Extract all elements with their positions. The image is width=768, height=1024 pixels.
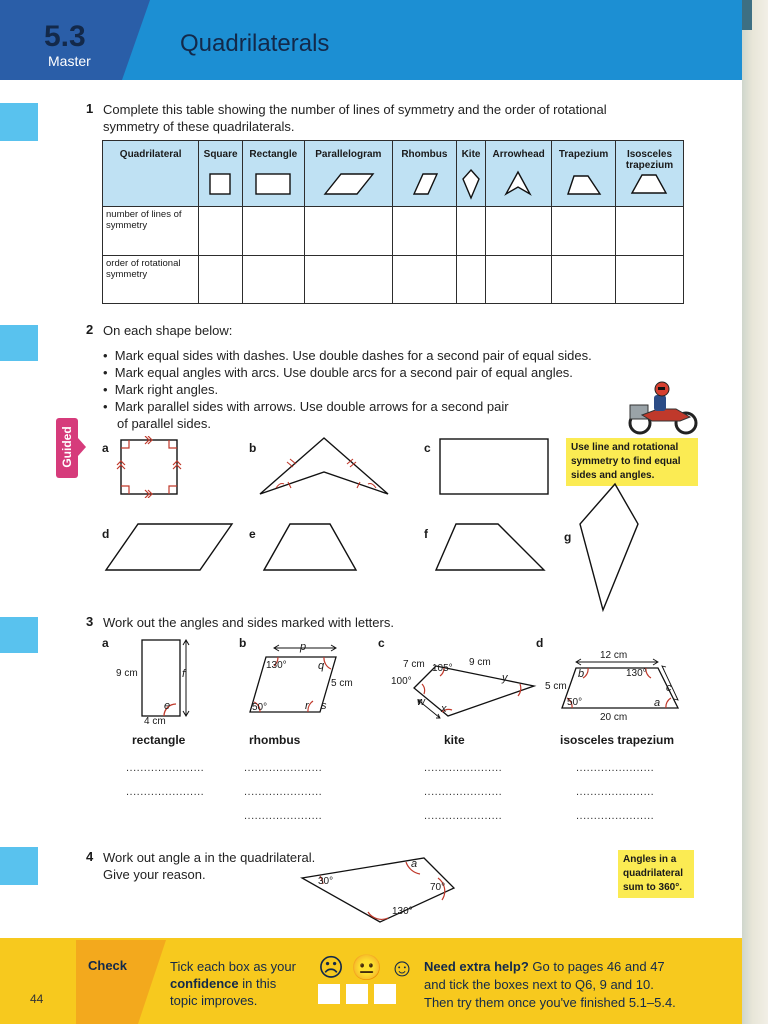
q2-hint-box: Use line and rotational symmetry to find equal sides and angles. [566, 438, 698, 486]
page-number: 44 [30, 992, 44, 1006]
tick-line2-rest: in this [238, 976, 277, 991]
square-shape [199, 168, 241, 196]
answer-cell[interactable] [242, 256, 304, 304]
tick-line3: topic improves. [170, 993, 258, 1008]
confidence-checkbox[interactable] [318, 984, 340, 1004]
bullet-item: • Mark equal angles with arcs. Use double arcs for a second pair of equal angles. [103, 365, 573, 380]
answer-cell[interactable] [392, 207, 456, 256]
q4-hint-box: Angles in a quadrilateral sum to 360°. [618, 850, 694, 898]
answer-line[interactable]: ...................... [424, 762, 503, 774]
q3b-name: rhombus [249, 733, 301, 747]
q1-text-line1: Complete this table showing the number of lines of symmetry and the order of rotational [103, 102, 607, 117]
bullet-item: • Mark right angles. [103, 382, 219, 397]
shape-g-kite [576, 482, 642, 612]
answer-line[interactable]: ...................... [126, 786, 205, 798]
q3b-q: q [318, 660, 325, 672]
q4-line2: Give your reason. [103, 867, 206, 882]
col-header: Rhombus [401, 149, 448, 160]
col-header: Trapezium [558, 149, 609, 160]
q3b-p: p [300, 641, 307, 653]
part-label: c [378, 636, 385, 650]
shape-b-arrowhead [258, 436, 394, 498]
answer-cell[interactable] [392, 256, 456, 304]
col-kite [456, 141, 485, 207]
q4-ang1: 30° [318, 876, 334, 887]
bullet-item: • Mark parallel sides with arrows. Use double arrows for a second pair [103, 399, 509, 414]
answer-cell[interactable] [304, 256, 392, 304]
col-parallelogram [304, 141, 392, 207]
shape-d-parallelogram [104, 520, 236, 574]
q3c-y: y [502, 672, 508, 684]
shape-label: e [249, 527, 256, 541]
answer-line[interactable]: ...................... [244, 786, 323, 798]
trapezium-shape [552, 168, 614, 196]
confidence-checkbox[interactable] [346, 984, 368, 1004]
q3c-x: x [441, 703, 447, 715]
q3d-bottom: 20 cm [600, 712, 628, 723]
col-header: Parallelogram [315, 149, 382, 160]
part-label: d [536, 636, 544, 650]
col-header: Isosceles trapezium [625, 149, 674, 171]
q2-number: 2 [86, 322, 94, 337]
answer-cell[interactable] [456, 256, 485, 304]
col-header: Arrowhead [492, 149, 545, 160]
shape-label: c [424, 441, 431, 455]
q4-line1: Work out angle a in the quadrilateral. [103, 850, 316, 865]
arrowhead-shape [486, 168, 550, 196]
answer-cell[interactable] [486, 207, 552, 256]
symmetry-table [102, 140, 684, 304]
margin-tab [0, 847, 38, 885]
spine-edge [742, 0, 752, 30]
col-header: Square [203, 149, 238, 160]
shape-a-square [114, 436, 184, 498]
q3d-left: 5 cm [545, 681, 567, 692]
help-line1-rest: Go to pages 46 and 47 [528, 959, 665, 974]
q3c-s1: 7 cm [403, 659, 425, 670]
shape-f-trapezium [434, 520, 546, 574]
motorbike-rider-icon [624, 381, 700, 437]
part-label: a [102, 636, 109, 650]
answer-line[interactable]: ...................... [244, 762, 323, 774]
book-spine [742, 0, 768, 1024]
q3-text: Work out the angles and sides marked with letters. [103, 615, 394, 630]
guided-tab [56, 418, 78, 478]
answer-line[interactable]: ...................... [424, 810, 503, 822]
shape-label: a [102, 441, 109, 455]
col-header: Rectangle [249, 149, 298, 160]
q3-number: 3 [86, 614, 94, 629]
section-sub: Master [48, 53, 91, 69]
guided-arrow [78, 438, 86, 456]
help-line1 [424, 958, 676, 976]
answer-line[interactable]: ...................... [424, 786, 503, 798]
q3c-kite-diagram [408, 660, 540, 722]
q3b-side: 5 cm [331, 678, 353, 689]
q3b-ang1: 130° [266, 660, 287, 671]
answer-cell[interactable] [616, 207, 684, 256]
rectangle-shape [243, 168, 303, 196]
confidence-faces [318, 956, 415, 981]
q3d-c: c [666, 682, 672, 694]
answer-cell[interactable] [304, 207, 392, 256]
q4-a: a [411, 858, 418, 870]
isosceles-trapezium-shape [616, 171, 682, 195]
q3a-e: e [164, 700, 171, 712]
q3a-rectangle-diagram [112, 636, 206, 726]
q3d-name: isosceles trapezium [560, 733, 675, 747]
tick-line2 [170, 975, 296, 992]
happy-face-icon: ☺ [389, 954, 415, 982]
shape-label: b [249, 441, 257, 455]
col-square [199, 141, 243, 207]
shape-label: f [424, 527, 428, 541]
neutral-face-icon: 😐 [351, 954, 383, 982]
answer-cell[interactable] [199, 256, 243, 304]
confidence-checkbox[interactable] [374, 984, 396, 1004]
tick-instructions [170, 958, 296, 1009]
col-rhombus [392, 141, 456, 207]
q3c-ang2: 100° [391, 676, 412, 687]
q3c-s2: 9 cm [469, 657, 491, 668]
q4-text [103, 849, 315, 883]
shape-label: d [102, 527, 110, 541]
q3c-w: w [417, 696, 425, 708]
answer-cell[interactable] [552, 256, 616, 304]
sad-face-icon: ☹ [318, 954, 345, 982]
answer-cell[interactable] [552, 207, 616, 256]
tick-line1: Tick each box as your [170, 959, 296, 974]
col-header: Quadrilateral [103, 141, 199, 207]
q2-bullets [103, 347, 643, 432]
part-label: b [239, 636, 247, 650]
q3a-base: 4 cm [144, 716, 166, 727]
answer-cell[interactable] [199, 207, 243, 256]
q3a-name: rectangle [132, 733, 186, 747]
q4-ang3: 130° [392, 906, 413, 917]
kite-shape [457, 168, 485, 200]
q3d-b: b [578, 668, 585, 680]
q1-text-line2: symmetry of these quadrilaterals. [103, 119, 295, 134]
margin-tab [0, 617, 38, 653]
bullet-item: • Mark equal sides with dashes. Use double dashes for a second pair of equal sides. [103, 348, 592, 363]
help-line2: and tick the boxes next to Q6, 9 and 10. [424, 977, 654, 992]
help-bold: Need extra help? [424, 959, 529, 974]
answer-line[interactable]: ...................... [126, 762, 205, 774]
col-trapezium [552, 141, 616, 207]
q3d-top: 12 cm [600, 650, 628, 661]
row-label: number of lines of symmetry [103, 207, 199, 256]
guided-label: Guided [60, 426, 74, 468]
row-label: order of rotational symmetry [103, 256, 199, 304]
q4-ang2: 70° [430, 882, 446, 893]
q3a-side: 9 cm [116, 668, 138, 679]
answer-line[interactable]: ...................... [576, 786, 655, 798]
shape-label: g [564, 530, 572, 544]
q3d-ang1: 130° [626, 668, 647, 679]
confidence-boxes [318, 984, 396, 1004]
tick-bold: confidence [170, 976, 239, 991]
check-label: Check [88, 958, 128, 973]
parallelogram-shape [305, 168, 391, 196]
q1-text [103, 101, 683, 135]
q3d-a: a [654, 697, 661, 709]
col-arrowhead [486, 141, 552, 207]
page-title: Quadrilaterals [180, 30, 330, 57]
answer-line[interactable]: ...................... [576, 762, 655, 774]
answer-cell[interactable] [242, 207, 304, 256]
answer-cell[interactable] [486, 256, 552, 304]
rhombus-shape [393, 168, 455, 196]
margin-tab [0, 103, 38, 141]
extra-help-text [424, 958, 676, 1012]
col-isosceles-trapezium [616, 141, 684, 207]
margin-tab [0, 325, 38, 361]
q3c-name: kite [444, 733, 465, 747]
col-header: Kite [461, 149, 481, 160]
col-rectangle [242, 141, 304, 207]
answer-line[interactable]: ...................... [244, 810, 323, 822]
shape-e-trapezium [262, 520, 360, 574]
section-number: 5.3 [44, 20, 86, 53]
q3b-s: s [321, 700, 327, 712]
help-line3: Then try them once you've finished 5.1–5.4. [424, 995, 676, 1010]
q3a-f: f [182, 668, 186, 680]
q3d-ang2: 50° [567, 697, 583, 708]
q2-intro: On each shape below: [103, 323, 233, 338]
q3b-ang2: 50° [252, 702, 268, 713]
answer-line[interactable]: ...................... [576, 810, 655, 822]
answer-cell[interactable] [456, 207, 485, 256]
bullet-continuation: of parallel sides. [117, 416, 211, 431]
q1-number: 1 [86, 101, 94, 116]
shape-c-rectangle [438, 436, 550, 498]
q3b-r: r [305, 700, 309, 712]
answer-cell[interactable] [616, 256, 684, 304]
q4-number: 4 [86, 849, 94, 864]
q3c-ang1: 105° [432, 663, 453, 674]
